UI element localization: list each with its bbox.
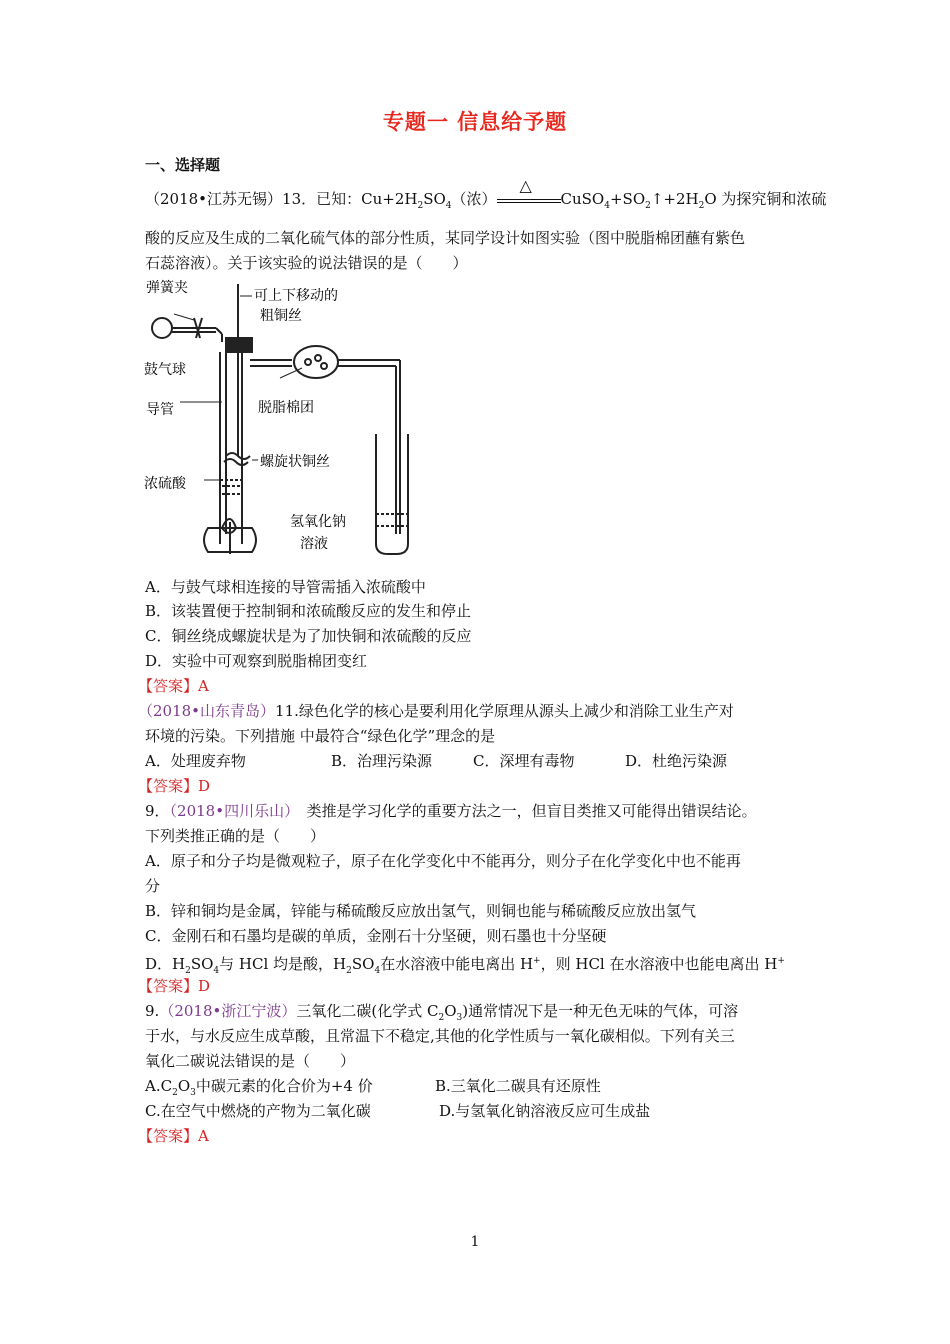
q1-text: O 为探究铜和浓硫: [704, 190, 827, 208]
heat-symbol: △: [519, 176, 532, 195]
subscript: 4: [445, 201, 452, 211]
superscript: +: [533, 956, 541, 966]
subscript: 2: [346, 966, 352, 976]
q2-source: （2018•山东青岛）: [138, 702, 276, 720]
subscript: 2: [698, 201, 705, 211]
q2-option-c: C．深埋有毒物: [473, 752, 575, 770]
q3-text: ，则 HCl 在水溶液中也能电离出 H: [540, 955, 778, 973]
q1-line2: 酸的反应及生成的二氧化硫气体的部分性质，某同学设计如图实验（图中脱脂棉团蘸有紫色: [145, 229, 746, 247]
subscript: 4: [213, 966, 220, 976]
q4-text: )通常情况下是一种无色无味的气体，可溶: [462, 1002, 739, 1020]
q3-text: 在水溶液中能电离出 H: [380, 955, 534, 973]
subscript: 2: [185, 966, 191, 976]
subscript: 3: [456, 1013, 463, 1023]
label-clip: 弹簧夹: [146, 280, 188, 296]
q4-option-d: D.与氢氧化钠溶液反应可生成盐: [439, 1102, 651, 1120]
q4-text: O: [444, 1002, 457, 1020]
subscript: 4: [374, 966, 381, 976]
q4-line3: 氧化二碳说法错误的是（ ）: [145, 1052, 356, 1070]
q2-options: [145, 751, 727, 771]
q4-number: 9.: [145, 1002, 160, 1020]
q4-line1: [145, 1001, 738, 1021]
q3-option-a-2: 分: [145, 877, 161, 895]
subscript: 2: [645, 201, 651, 211]
q1-option-a: A．与鼓气球相连接的导管需插入浓硫酸中: [145, 578, 426, 596]
label-thick-wire: 粗铜丝: [260, 308, 302, 324]
subscript: 2: [172, 1088, 178, 1098]
q4-line2: 于水，与水反应生成草酸，且常温下不稳定,其他的化学性质与一氧化碳相似。下列有关三: [145, 1027, 735, 1045]
q1-text: SO: [423, 190, 446, 208]
q3-line2: 下列类推正确的是（ ）: [145, 827, 326, 845]
q4-option-a: [145, 1076, 435, 1096]
q4-answer: 【答案】A: [138, 1127, 209, 1145]
q3-option-c: C．金刚石和石墨均是碳的单质，金刚石十分坚硬，则石墨也十分坚硬: [145, 927, 607, 945]
subscript: 3: [190, 1088, 196, 1098]
q4-source: （2018•浙江宁波）: [159, 1002, 297, 1020]
label-naoh-1: 氢氧化钠: [290, 514, 346, 530]
q2-line2: 环境的污染。下列措施 中最符合“绿色化学”理念的是: [145, 727, 496, 745]
q1-text: +SO: [609, 190, 646, 208]
label-naoh-2: 溶液: [300, 536, 328, 552]
label-spiral-wire: 螺旋状铜丝: [260, 454, 330, 470]
q1-text: CuSO: [560, 190, 605, 208]
subscript: 2: [417, 201, 424, 211]
q1-option-d: D．实验中可观察到脱脂棉团变红: [145, 652, 368, 670]
section-heading: 一、选择题: [145, 156, 221, 174]
q2-option-a: A．处理废弃物: [145, 752, 246, 770]
label-bulb: 鼓气球: [144, 362, 186, 378]
heat-reaction-arrow: [497, 176, 561, 210]
q1-line1: [145, 176, 827, 211]
q3-line1: [145, 801, 757, 821]
q1-text: ↑+2H: [650, 190, 699, 208]
q3-answer: 【答案】D: [138, 977, 211, 995]
q4-text: A.C: [145, 1077, 173, 1095]
label-tube: 导管: [146, 402, 174, 418]
q1-answer: 【答案】A: [138, 677, 209, 695]
page-title: 专题一 信息给予题: [382, 110, 568, 134]
q4-options-row1: [145, 1076, 601, 1096]
q3-number: 9．: [145, 802, 170, 820]
q2-text: 11.绿色化学的核心是要利用化学原理从源头上减少和消除工业生产对: [275, 702, 734, 720]
q1-line3: 石蕊溶液）。关于该实验的说法错误的是（ ）: [145, 254, 468, 272]
label-movable-wire: 可上下移动的: [254, 288, 338, 304]
q1-option-b: B．该装置便于控制铜和浓硫酸反应的发生和停止: [145, 602, 472, 620]
label-cotton: 脱脂棉团: [258, 400, 314, 416]
q3-text: SO: [351, 955, 375, 973]
q4-text: O: [177, 1077, 191, 1095]
q3-option-b: B．锌和铜均是金属，锌能与稀硫酸反应放出氢气，则铜也能与稀硫酸反应放出氢气: [145, 902, 697, 920]
q3-text: 类推是学习化学的重要方法之一，但盲目类推又可能得出错误结论。: [291, 802, 757, 820]
q3-source: （2018•四川乐山）: [169, 802, 292, 820]
q4-text: 三氧化二碳(化学式 C: [296, 1002, 439, 1020]
q1-option-c: C．铜丝绕成螺旋状是为了加快铜和浓硫酸的反应: [145, 627, 472, 645]
q4-text: 中碳元素的化合价为+4 价: [195, 1077, 373, 1095]
q1-text: （2018•江苏无锡）13．已知：Cu+2H: [145, 190, 418, 208]
q2-line1: [138, 701, 734, 721]
label-acid: 浓硫酸: [144, 476, 186, 492]
subscript: 4: [604, 201, 610, 211]
q1-text: （浓）: [451, 190, 497, 208]
q4-options-row2: [145, 1101, 650, 1121]
page-number: 1: [470, 1234, 480, 1250]
q4-option-c: C.在空气中燃烧的产物为二氧化碳: [145, 1102, 371, 1120]
q2-option-b: B．治理污染源: [331, 752, 433, 770]
q4-option-b: B.三氧化二碳具有还原性: [435, 1077, 601, 1095]
q3-text: 与 HCl 均是酸，H: [219, 955, 347, 973]
q3-option-d: [145, 951, 785, 974]
q3-text: D．H: [145, 955, 186, 973]
apparatus-figure: [140, 274, 430, 570]
q3-text: SO: [190, 955, 214, 973]
superscript: +: [777, 956, 785, 966]
q3-option-a-1: A．原子和分子均是微观粒子，原子在化学变化中不能再分，则分子在化学变化中也不能再: [145, 852, 741, 870]
q2-answer: 【答案】D: [138, 777, 211, 795]
q2-option-d: D．杜绝污染源: [625, 752, 728, 770]
subscript: 2: [438, 1013, 445, 1023]
